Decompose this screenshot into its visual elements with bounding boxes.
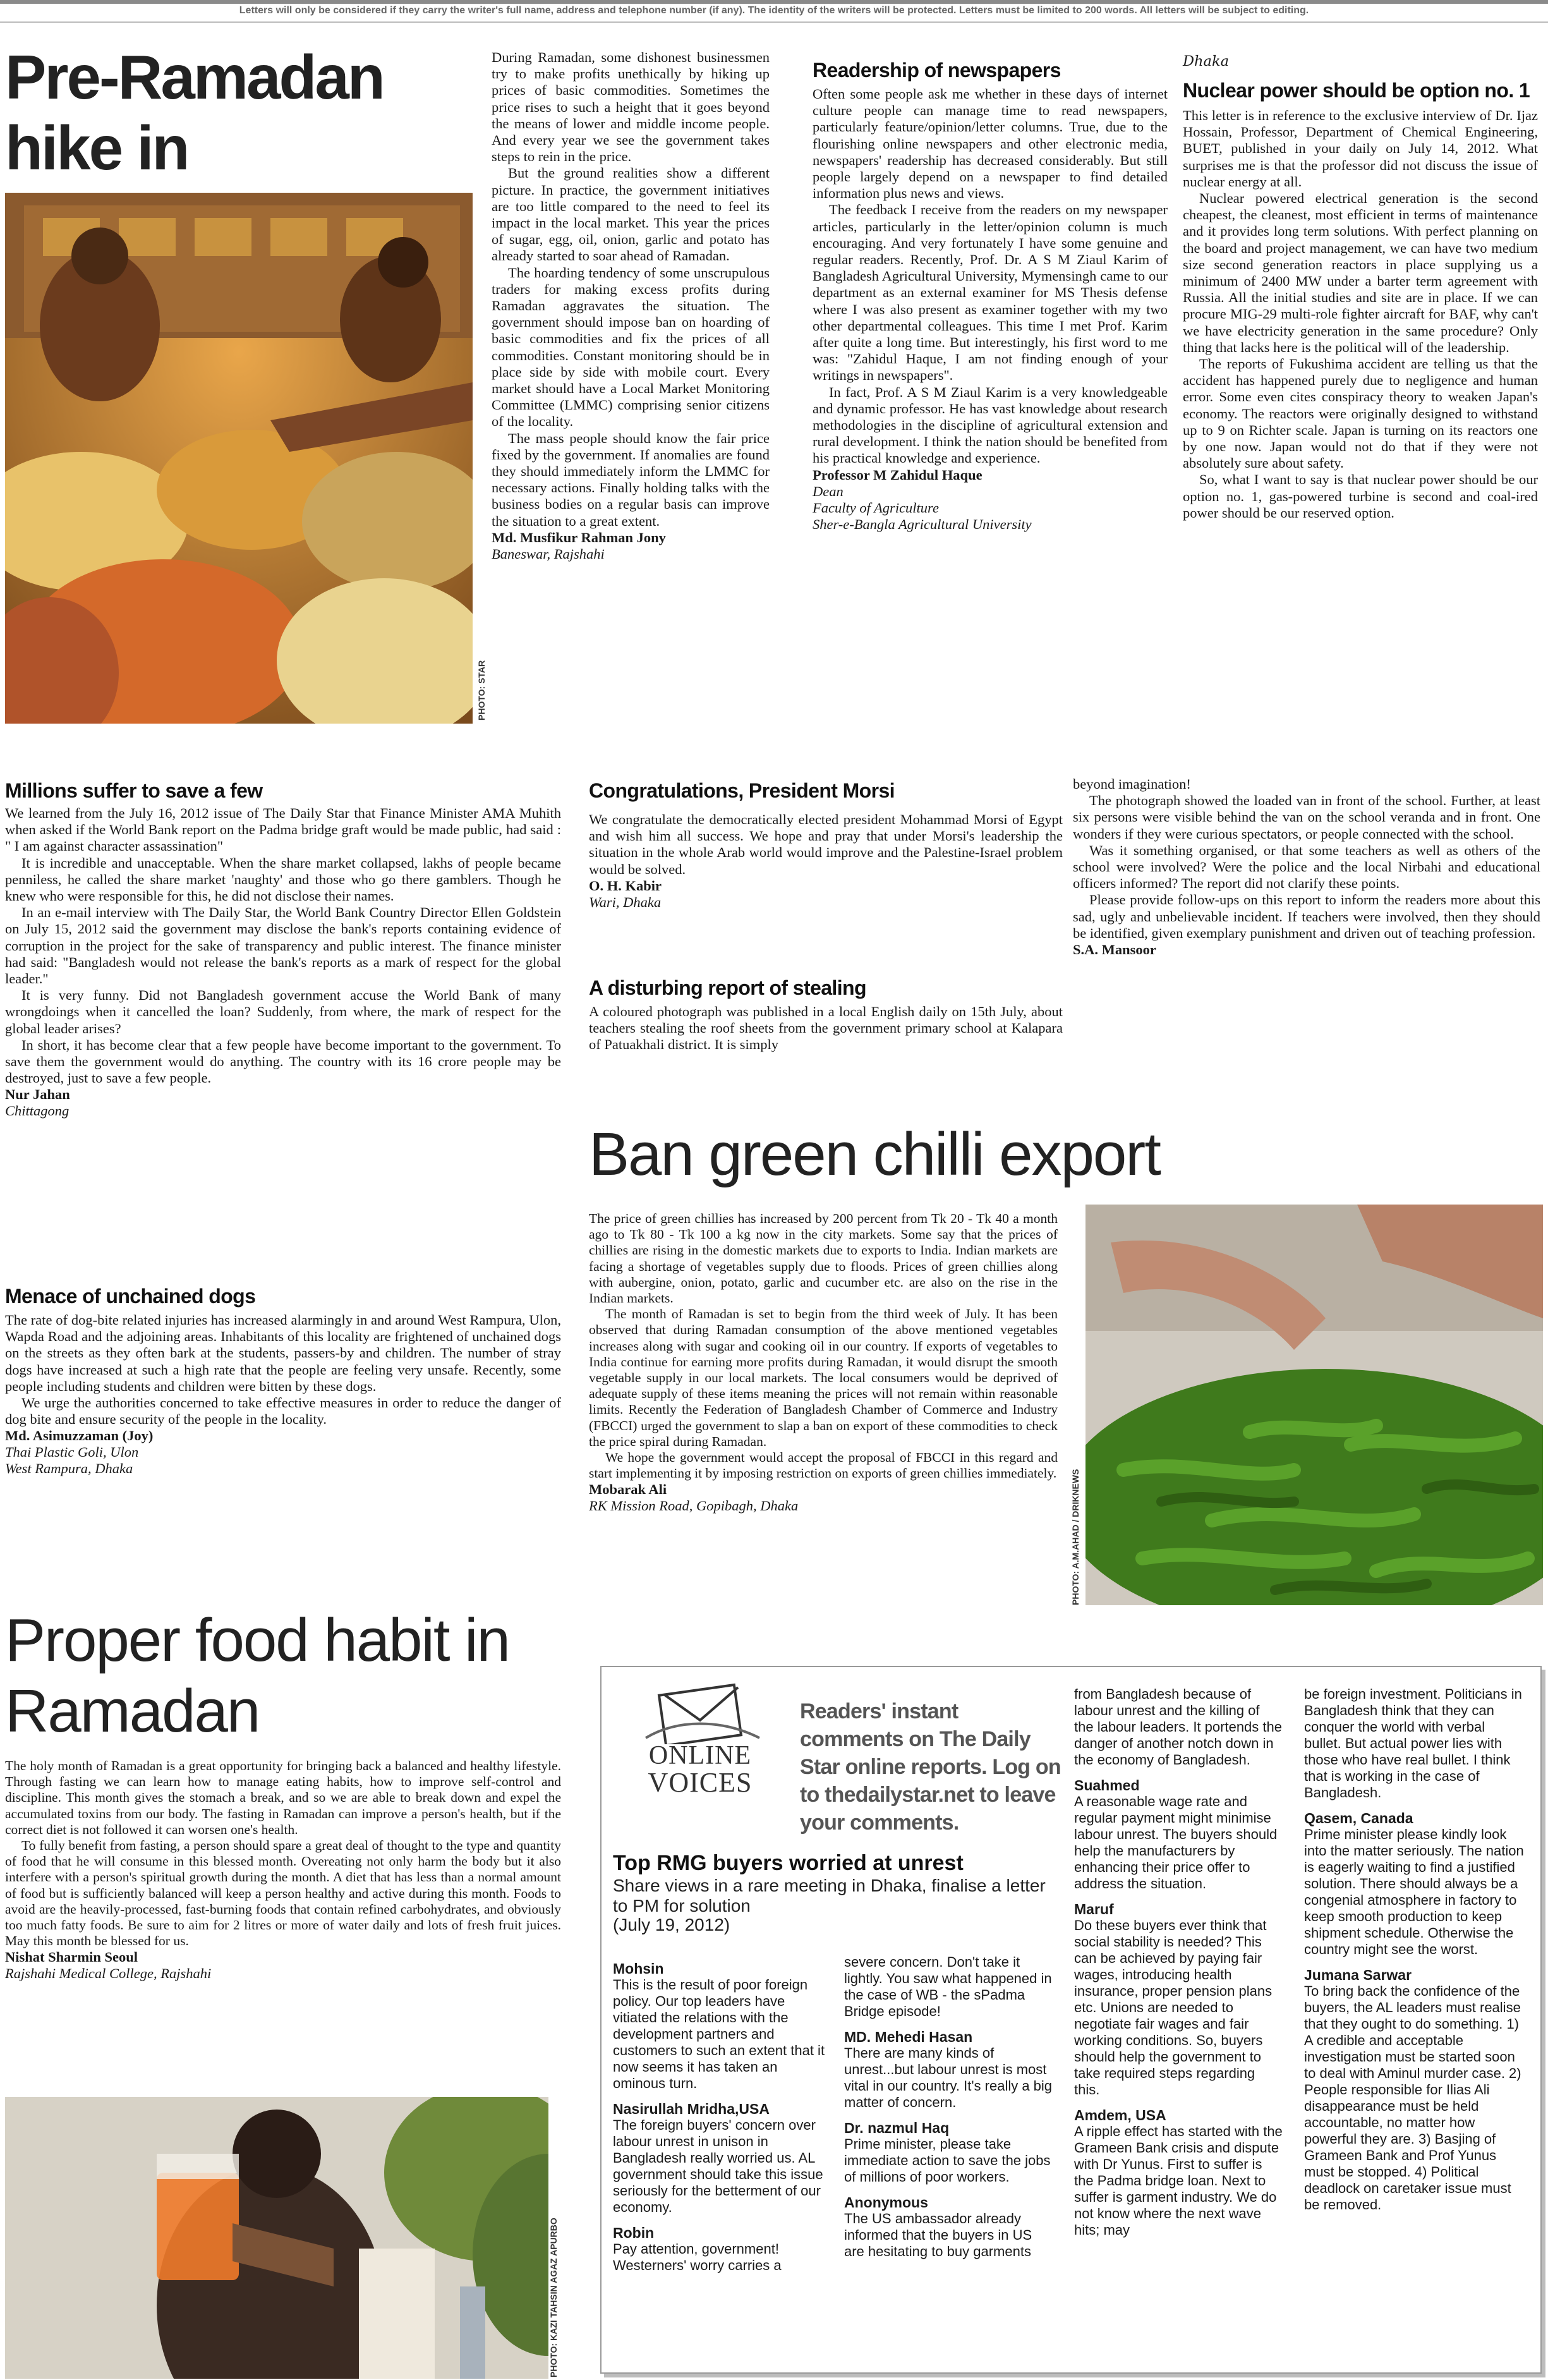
comment-text: The foreign buyers' concern over labour unrest in unison in Bangladesh really worried us. AL government should take this issue seriously for the betterment of our economy. bbox=[613, 2117, 823, 2215]
photo-credit-driknews: PHOTO: A.M.AHAD / DRIKNEWS bbox=[1070, 1469, 1080, 1605]
letter-stealing-continued bbox=[1073, 776, 1540, 958]
signature-place: Chittagong bbox=[5, 1103, 70, 1119]
comment-text: A ripple effect has started with the Grameen Bank crisis and dispute with Dr Yunus. First to suffer is the Padma bridge loan. Next to suffer is garment industry. We do not know where the next wave hits; may bbox=[1074, 2123, 1283, 2238]
comment-text: Pay attention, government! Westerners' worry carries a bbox=[613, 2241, 782, 2273]
envelope-icon bbox=[627, 1681, 773, 1744]
commenter-name: Amdem, USA bbox=[1074, 2107, 1166, 2123]
headline-pre-ramadan: Pre-Ramadan hike in bbox=[5, 42, 384, 183]
paragraph: The mass people should know the fair price fixed by the government. If anomalies are found they should immediately inform the LMMC for necessary actions. Finally holding talks with the business bodies on a regular basis can improve the situation to a great extent. bbox=[492, 430, 770, 529]
headline-food-habit: Proper food habit in Ramadan bbox=[5, 1606, 509, 1745]
commenter-name: Nasirullah Mridha,USA bbox=[613, 2101, 770, 2117]
paragraph: A coloured photograph was published in a local English daily on 15th July, about teachers stealing the roof sheets from the government primary school at Kalapara of Patuakhali district. It is simply bbox=[589, 1004, 1063, 1053]
commenter-name: Qasem, Canada bbox=[1304, 1810, 1413, 1826]
logo-online: ONLINE bbox=[648, 1741, 752, 1770]
top-rule bbox=[0, 0, 1548, 4]
signature-place: Wari, Dhaka bbox=[589, 894, 662, 910]
signature-place: West Rampura, Dhaka bbox=[5, 1460, 133, 1477]
paragraph: The month of Ramadan is set to begin from the third week of July. It has been observed that during Ramadan consumption of the above mentioned vegetables increases along with sugar and cooking oil in our country. If exports of vegetables to India continue for earning more profits during Ramadan, it would disrupt the smooth vegetable supply in our local markets. The local consumers would be deprived of adequate supply of these items meaning the prices will not remain within reasonable limits. Recently the Federation of Bangladesh Chamber of Commerce and Industry (FBCCI) urged the government to slap a ban on export of these commodities to check the price spiral during Ramadan. bbox=[589, 1306, 1058, 1449]
commenter-name: Dr. nazmul Haq bbox=[844, 2120, 950, 2136]
paragraph: But the ground realities show a different picture. In practice, the government initiatives are too little compared to the need to feel its impact in the local market. This year the prices of sugar, egg, oil, onion, garlic and potato has already started to soar ahead of Ramadan. bbox=[492, 165, 770, 264]
signature-name: Professor M Zahidul Haque bbox=[813, 466, 983, 483]
signature-place: RK Mission Road, Gopibagh, Dhaka bbox=[589, 1498, 799, 1514]
paragraph: The holy month of Ramadan is a great opportunity for bringing back a balanced and healthy lifestyle. Through fasting we can learn how to manage eating habits, how to improve self-control and discipline. This month gives the stomach a break, and so we are able to break down and expel the accumulated toxins from our body. The fasting in Ramadan can improve a person's health, but if the correct diet is not followed it can worsen one's health. bbox=[5, 1758, 561, 1837]
signature-place: Rajshahi Medical College, Rajshahi bbox=[5, 1965, 212, 1982]
paragraph: It is very funny. Did not Bangladesh government accuse the World Bank of many wrongdoings when it cancelled the loan? Suddenly, from where, the mark of respect for the global leader arises? bbox=[5, 987, 561, 1036]
paragraph: Please provide follow-ups on this report to inform the readers more about this sad, ugly and unbelievable incident. If teachers were involved, then they should be identified, given exemplary punishment and driven out of teaching profession. bbox=[1073, 892, 1540, 941]
paragraph: The hoarding tendency of some unscrupulous traders for making excess profits during Ramadan aggravates the situation. The government should impose ban on hoarding of basic commodities and fix the prices of all commodities. Constant monitoring should be in place side by side with mobile court. Every market should have a Local Market Monitoring Committee (LMMC) comprising senior citizens of the locality. bbox=[492, 264, 770, 430]
letter-nuclear-body bbox=[1183, 107, 1538, 521]
signature-name: O. H. Kabir bbox=[589, 877, 662, 894]
paragraph: The price of green chillies has increased by 200 percent from Tk 20 - Tk 40 a month ago to Tk 80 - Tk 100 a kg now in the city markets. Some say that the prices of chillies are rising in the domestic markets due to exports to India. Indian markets are facing a shortage of vegetables supply due to floods. Prices of green chillies along with aubergine, onion, potato, garlic and cucumber etc. are also on the rise in the Indian markets. bbox=[589, 1211, 1058, 1306]
online-voices-date: (July 19, 2012) bbox=[613, 1915, 730, 1934]
paragraph: In fact, Prof. A S M Ziaul Karim is a very knowledgeable and dynamic professor. He has vast knowledge about research methodologies in the discipline of agricultural extension and rural development. I think the nation should be benefited from his practical knowledge and experience. bbox=[813, 384, 1168, 466]
paragraph: The feedback I receive from the readers on my newspaper articles, particularly in the letter/opinion column is much encouraging. And very fortunately I have some genuine and regular readers. Recently, Prof. Dr. A S M Ziaul Karim of Bangladesh Agricultural University, Mymensingh came to our department as an external examiner for MS Thesis defense where I was also present as examiner together with my two other departmental colleagues. This time I met Prof. Karim after quite a long time. But interestingly, his first word to me was: "Zahidul Haque, I am not finding enough of your writings in newspapers". bbox=[813, 202, 1168, 384]
commenter-name: MD. Mehedi Hasan bbox=[844, 2029, 973, 2045]
headline-green-chilli: Ban green chilli export bbox=[589, 1120, 1160, 1188]
photo-credit-kazi: PHOTO: KAZI TAHSIN AGAZ APURBO bbox=[548, 2218, 559, 2377]
comment-text: severe concern. Don't take it lightly. You saw what happened in the case of WB - the sPadma Bridge episode! bbox=[844, 1954, 1052, 2019]
comment-text: Prime minister, please take immediate action to save the jobs of millions of poor workers. bbox=[844, 2136, 1051, 2185]
letter-millions-body bbox=[5, 805, 561, 1119]
letter-food-habit-body bbox=[5, 1758, 561, 1982]
headline-unchained-dogs: Menace of unchained dogs bbox=[5, 1285, 256, 1308]
headline-millions-suffer: Millions suffer to save a few bbox=[5, 779, 263, 802]
logo-voices: VOICES bbox=[648, 1767, 753, 1798]
comment-text: This is the result of poor foreign policy. Our top leaders have vitiated the relations with the development partners and customers to such an extent that it now seems it has taken an ominous turn. bbox=[613, 1977, 825, 2091]
headline-nuclear: Nuclear power should be option no. 1 bbox=[1183, 79, 1530, 102]
signature-name: Md. Musfikur Rahman Jony bbox=[492, 529, 666, 545]
photo-credit-star: PHOTO: STAR bbox=[476, 660, 487, 720]
comments-column-3 bbox=[1074, 1686, 1283, 2238]
paragraph: This letter is in reference to the exclusive interview of Dr. Ijaz Hossain, Professor, Department of Chemical Engineering, BUET, published in your daily on July 14, 2012. What surprises me is that the professor did not discuss the issue of nuclear energy at all. bbox=[1183, 107, 1538, 190]
paragraph: During Ramadan, some dishonest businessmen try to make profits unethically by hiking up prices of basic commodities. Sometimes the price rises to such a height that it goes beyond the means of lower and middle income people. And every year we see the government takes steps to rein in the price. bbox=[492, 49, 770, 165]
comments-column-2 bbox=[844, 1954, 1053, 2260]
paragraph: Nuclear powered electrical generation is the second cheapest, the cleanest, most efficient in terms of maintenance and it provides long term solutions. With perfect planning on the board and project management, we can have two medium size second generation reactors in place supplying us a minimum of 2400 MW under a barter term agreement with Russia. All the initial studies and site are in place. If we can procure MIG-29 multi-role fighter aircraft for BAF, why can't we have electricity generation in the same procedure? Only thing that lacks here is the political will of the leadership. bbox=[1183, 190, 1538, 355]
letter-chilli-body bbox=[589, 1211, 1058, 1514]
comment-text: A reasonable wage rate and regular payment might minimise labour unrest. The buyers should help the manufacturers by enhancing their price offer to address the situation. bbox=[1074, 1794, 1278, 1891]
commenter-name: Mohsin bbox=[613, 1960, 664, 1977]
paragraph: Often some people ask me whether in these days of internet culture people can manage time to read newspapers, particularly feature/opinion/letter columns. True, due to the flourishing online newspapers and other electronic media, newspapers' readership has decreased considerably. But still people largely depend on a newspaper to find detailed information plus news and views. bbox=[813, 86, 1168, 202]
paragraph: So, what I want to say is that nuclear power should be our option no. 1, gas-powered turbine is second and coal-ired power should be our reserved option. bbox=[1183, 471, 1538, 521]
headline-stealing: A disturbing report of stealing bbox=[589, 976, 866, 999]
dateline: Dhaka bbox=[1183, 53, 1229, 70]
market-photo bbox=[5, 193, 473, 724]
headline-readership: Readership of newspapers bbox=[813, 59, 1061, 82]
green-chilli-photo bbox=[1085, 1205, 1543, 1605]
online-voices-promo: Readers' instant comments on The Daily Star online reports. Log on to thedailystar.net to leave your comments. bbox=[800, 1699, 1061, 1835]
paragraph: We hope the government would accept the proposal of FBCCI in this regard and start implementing it by imposing restriction on exports of green chillies immediately. bbox=[589, 1450, 1058, 1481]
signature-address: Thai Plastic Goli, Ulon bbox=[5, 1444, 139, 1460]
signature-name: Nishat Sharmin Seoul bbox=[5, 1949, 138, 1965]
paragraph: beyond imagination! bbox=[1073, 776, 1191, 792]
comment-text: be foreign investment. Politicians in Bangladesh think that they can conquer the world with verbal bullet. But actual power lies with those who have real bullet. I think that is working in the case of Bangladesh. bbox=[1304, 1686, 1522, 1800]
commenter-name: Robin bbox=[613, 2225, 655, 2241]
comment-text: The US ambassador already informed that the buyers in US are hesitating to buy garments bbox=[844, 2211, 1032, 2259]
letter-stealing-body bbox=[589, 1004, 1063, 1053]
commenter-name: Jumana Sarwar bbox=[1304, 1967, 1412, 1983]
comment-text: Do these buyers ever think that social stability is needed? This can be achieved by paying fair wages, introducing health insurance, proper pension plans etc. Unions are needed to negotiate fair wages and fair working conditions. So, buyers should help the government to take required steps regarding this. bbox=[1074, 1917, 1273, 2098]
paragraph: It is incredible and unacceptable. When the share market collapsed, lakhs of people became penniless, he called the share market 'naughty' and those who go there gamblers. Though he knew who were responsible for this, he did not disclose their names. bbox=[5, 854, 561, 904]
signature-name: Md. Asimuzzaman (Joy) bbox=[5, 1428, 154, 1444]
online-voices-logo bbox=[627, 1681, 773, 1798]
signature-name: Mobarak Ali bbox=[589, 1481, 667, 1498]
online-voices-headline: Top RMG buyers worried at unrest bbox=[613, 1851, 964, 1875]
paragraph: We urge the authorities concerned to take effective measures in order to reduce the danger of dog bite and ensure security of the people in the locality. bbox=[5, 1395, 561, 1428]
top-rule-2 bbox=[0, 21, 1548, 23]
signature-faculty: Faculty of Agriculture bbox=[813, 499, 939, 516]
letter-dogs-body bbox=[5, 1312, 561, 1477]
paragraph: We learned from the July 16, 2012 issue of The Daily Star that Finance Minister AMA Muhith when asked if the World Bank report on the Padma bridge graft would be made public, had said : " I am against character assassination" bbox=[5, 805, 561, 854]
letter-readership-body bbox=[813, 86, 1168, 533]
letter-pre-ramadan-body bbox=[492, 49, 770, 562]
paragraph: The reports of Fukushima accident are telling us that the accident has happened purely due to negligence and human error. Some even cites conspiracy theory to weaken Japan's economy. The reactors were originally designed to withstand up to 9 on Richter scale. Japan is turning on its reactors one by one now. Japan would not do that if they were not absolutely sure about safety. bbox=[1183, 356, 1538, 471]
comments-column-4 bbox=[1304, 1686, 1524, 2213]
signature-university: Sher-e-Bangla Agricultural University bbox=[813, 516, 1032, 532]
paragraph: Was it something organised, or that some teachers as well as others of the school were involved? Were the police and the local Nirbahi and educational officers informed? The report did not clarify these points. bbox=[1073, 842, 1540, 892]
signature-name: S.A. Mansoor bbox=[1073, 942, 1156, 958]
comment-text: There are many kinds of unrest...but labour unrest is most vital in our country. It's really a big matter of concern. bbox=[844, 2045, 1053, 2110]
comment-text: from Bangladesh because of labour unrest and the killing of the labour leaders. It portends the danger of another notch down in the economy of Bangladesh. bbox=[1074, 1686, 1282, 1768]
paragraph: In an e-mail interview with The Daily Star, the World Bank Country Director Ellen Goldstein on July 15, 2012 said the government may disclose the bank's reports containing evidence of corruption in the project for the sake of transparency and public interest. The finance minister had said: "Bangladesh would not release the bank's reports as a mark of respect for the global leader." bbox=[5, 904, 561, 987]
paragraph: The photograph showed the loaded van in front of the school. Further, at least six persons were visible behind the van on the school veranda and in front. One wonders if they were curious spectators, or people connected with the school. bbox=[1073, 792, 1540, 842]
comment-text: Prime minister please kindly look into the matter seriously. The nation is eagerly waiting to find a justified solution. There should always be a congenial atmosphere in factory to keep smooth production to keep shipment schedule. Otherwise the country might see the worst. bbox=[1304, 1826, 1524, 1957]
juice-photo bbox=[5, 2097, 548, 2379]
paragraph: In short, it has become clear that a few people have become important to the government. To save them the government would do anything. The country with its 16 crore people may be destroyed, just to save a few people. bbox=[5, 1036, 561, 1086]
commenter-name: Maruf bbox=[1074, 1901, 1114, 1917]
paragraph: We congratulate the democratically elected president Mohammad Morsi of Egypt and wish him all success. We hope and pray that under Morsi's leadership the situation in the whole Arab world would improve and the Palestine-Israel problem would be solved. bbox=[589, 811, 1063, 877]
paragraph: To fully benefit from fasting, a person should spare a great deal of thought to the type and quantity of food that he will consume in this blessed month. Overeating not only harm the body but it also interfere with a person's spiritual growth during the month. A diet that has less than a normal amount of food but is sufficiently balanced will keep a person healthy and active during this month. Foods to avoid are the heavily-processed, fast-burning foods that contain refined carbohydrates, and obviously too much fatty foods. Be sure to aim for 2 litres or more of water daily and lots of fresh fruit juices. May this month be blessed for us. bbox=[5, 1838, 561, 1949]
commenter-name: Anonymous bbox=[844, 2194, 928, 2211]
letters-policy-note: Letters will only be considered if they carry the writer's full name, address and telephone number (if any). The identity of the writers will be protected. Letters must be limited to 200 words. All letters will be subject to editing. bbox=[239, 5, 1309, 16]
commenter-name: Suahmed bbox=[1074, 1777, 1140, 1794]
letter-morsi-body bbox=[589, 811, 1063, 911]
signature-place: Baneswar, Rajshahi bbox=[492, 545, 605, 562]
signature-name: Nur Jahan bbox=[5, 1086, 70, 1103]
comments-column-1 bbox=[613, 1960, 829, 2274]
online-voices-subhead: Share views in a rare meeting in Dhaka, finalise a letter to PM for solution bbox=[613, 1876, 1046, 1916]
comment-text: To bring back the confidence of the buyers, the AL leaders must realise that they ought to do something. 1) A credible and acceptable investigation must be started soon to deal with Aminul murder case. 2) People responsible for Ilias Ali disappearance must be held accountable, no matter how powerful they are. 3) Basjing of Grameen Bank and Prof Yunus must be stopped. 4) Political deadlock on caretaker issue must be removed. bbox=[1304, 1983, 1521, 2213]
paragraph: The rate of dog-bite related injuries has increased alarmingly in and around West Rampura, Ulon, Wapda Road and the adjoining areas. Inhabitants of this locality are frightened of unchained dogs on the streets as they often bark at the students, passers-by and children. The number of stray dogs have increased at such a high rate that the people are feeling very unsafe. Recently, some people including students and children were bitten by these dogs. bbox=[5, 1312, 561, 1394]
signature-title: Dean bbox=[813, 483, 844, 499]
headline-morsi: Congratulations, President Morsi bbox=[589, 779, 895, 802]
